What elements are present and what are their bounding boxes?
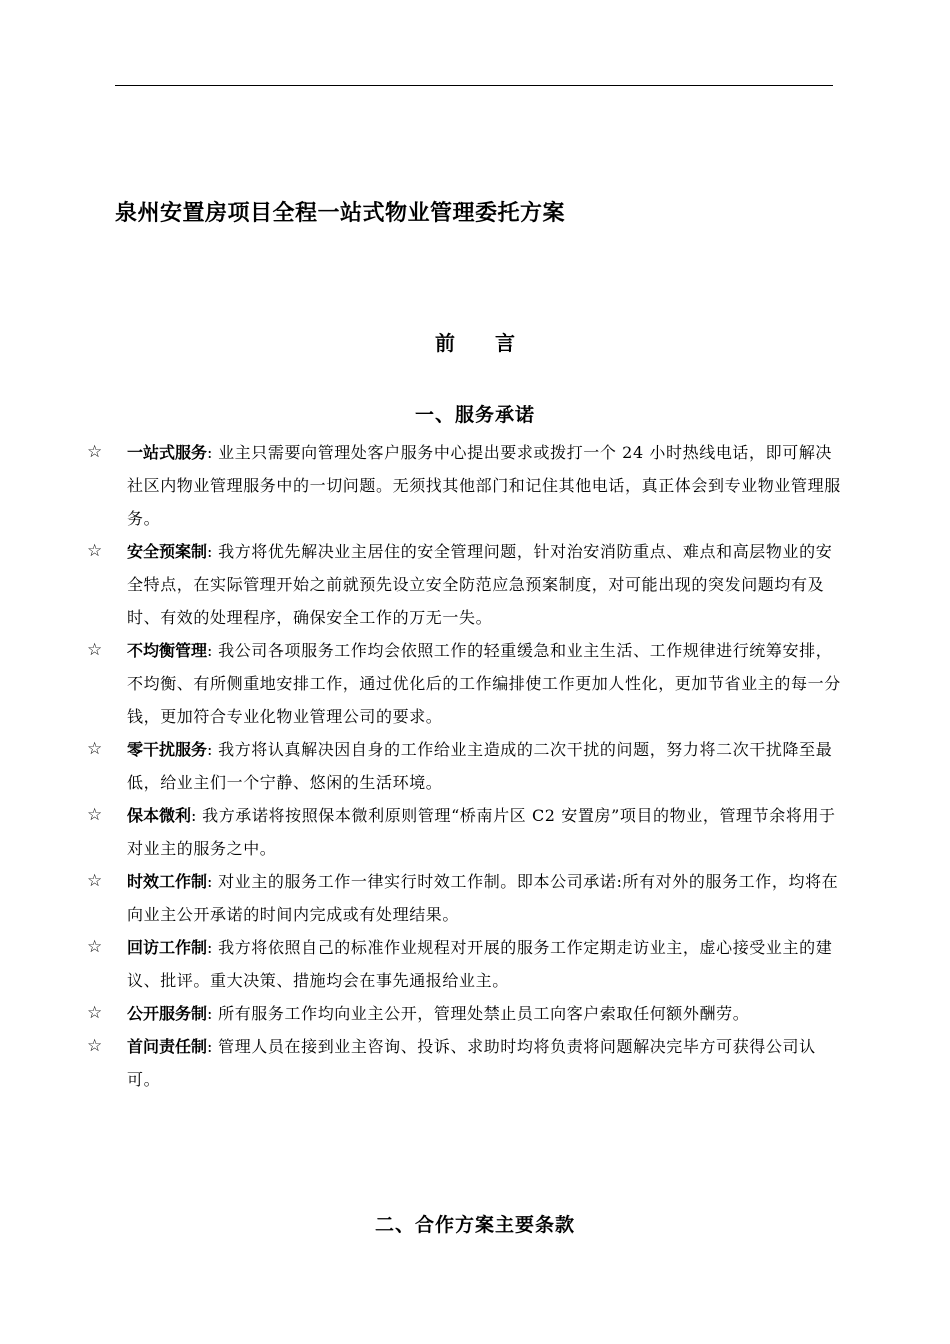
commitment-colon: :	[207, 1004, 213, 1023]
commitment-title: 回访工作制	[127, 938, 208, 957]
commitment-item	[87, 535, 847, 634]
commitment-colon: :	[207, 872, 213, 891]
commitment-title: 零干扰服务	[127, 740, 208, 759]
commitment-colon: :	[207, 542, 213, 561]
header-rule	[115, 85, 833, 86]
preface-heading: 前 言	[435, 331, 515, 355]
star-bullet-icon: ☆	[87, 739, 103, 759]
star-bullet-icon: ☆	[87, 442, 103, 462]
commitment-item	[87, 931, 847, 997]
commitment-text: 我方将依照自己的标准作业规程对开展的服务工作定期走访业主，虚心接受业主的建议、批评。重大决策、措施均会在事先通报给业主。	[127, 938, 833, 990]
commitment-item	[87, 436, 847, 535]
star-bullet-icon: ☆	[87, 937, 103, 957]
commitment-colon: :	[207, 641, 213, 660]
commitment-colon: :	[207, 443, 213, 462]
star-bullet-icon: ☆	[87, 805, 103, 825]
commitment-colon: :	[191, 806, 197, 825]
section-heading-service-commitment: 一、服务承诺	[414, 404, 535, 426]
commitment-text: 我方将认真解决因自身的工作给业主造成的二次干扰的问题，努力将二次干扰降至最低，给业主们一个宁静、悠闲的生活环境。	[127, 740, 833, 792]
document-title: 泉州安置房项目全程一站式物业管理委托方案	[115, 200, 566, 226]
commitment-item	[87, 733, 847, 799]
commitment-text: 我公司各项服务工作均会依照工作的轻重缓急和业主生活、工作规律进行统筹安排，不均衡、有所侧重地安排工作，通过优化后的工作编排使工作更加人性化，更加节省业主的每一分钱，更加符合专业化物业管理公司的要求。	[127, 641, 841, 726]
star-bullet-icon: ☆	[87, 541, 103, 561]
commitment-title: 时效工作制	[127, 872, 208, 891]
commitment-item	[87, 799, 847, 865]
commitment-text: 管理人员在接到业主咨询、投诉、求助时均将负责将问题解决完毕方可获得公司认可。	[127, 1037, 816, 1089]
commitment-text: 业主只需要向管理处客户服务中心提出要求或拨打一个 24 小时热线电话，即可解决社区内物业管理服务中的一切问题。无须找其他部门和记住其他电话，真正体会到专业物业管理服务。	[127, 443, 841, 528]
star-bullet-icon: ☆	[87, 640, 103, 660]
star-bullet-icon: ☆	[87, 1036, 103, 1056]
commitment-colon: :	[207, 740, 213, 759]
commitment-item	[87, 997, 847, 1030]
commitment-item	[87, 634, 847, 733]
star-bullet-icon: ☆	[87, 871, 103, 891]
commitment-title: 安全预案制	[127, 542, 208, 561]
star-bullet-icon: ☆	[87, 1003, 103, 1023]
commitment-text: 对业主的服务工作一律实行时效工作制。即本公司承诺:所有对外的服务工作，均将在向业主公开承诺的时间内完成或有处理结果。	[127, 872, 839, 924]
commitment-colon: :	[207, 938, 213, 957]
commitment-colon: :	[207, 1037, 213, 1056]
commitment-text: 我方承诺将按照保本微利原则管理“桥南片区 C2 安置房”项目的物业，管理节余将用于对业主的服务之中。	[127, 806, 836, 858]
section-heading-cooperation-terms: 二、合作方案主要条款	[374, 1214, 575, 1236]
commitment-title: 保本微利	[127, 806, 192, 825]
commitment-item	[87, 865, 847, 931]
commitment-title: 公开服务制	[127, 1004, 208, 1023]
commitment-text: 我方将优先解决业主居住的安全管理问题，针对治安消防重点、难点和高层物业的安全特点，在实际管理开始之前就预先设立安全防范应急预案制度，对可能出现的突发问题均有及时、有效的处理程序，确保安全工作的万无一失。	[127, 542, 833, 627]
commitment-title: 不均衡管理	[127, 641, 208, 660]
commitment-text: 所有服务工作均向业主公开，管理处禁止员工向客户索取任何额外酬劳。	[212, 1004, 750, 1023]
commitment-title: 首问责任制	[127, 1037, 208, 1056]
commitment-list	[87, 436, 847, 1096]
commitment-item	[87, 1030, 847, 1096]
commitment-title: 一站式服务	[127, 443, 208, 462]
